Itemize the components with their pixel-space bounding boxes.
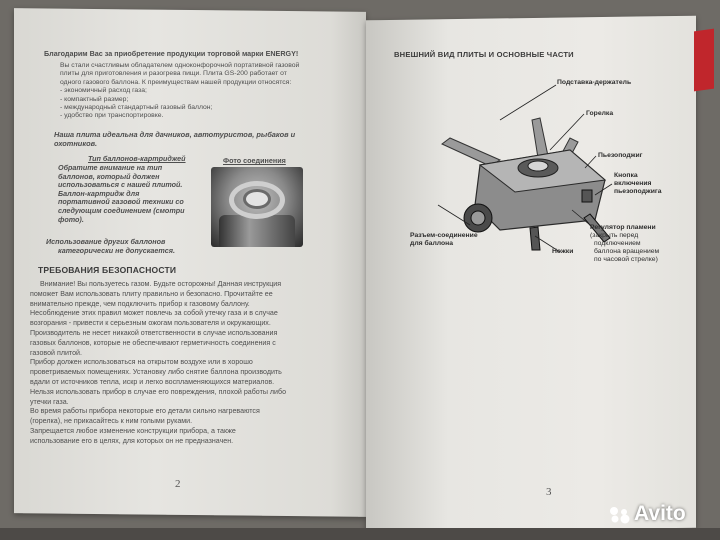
stand-arm-top — [532, 118, 548, 158]
avito-logo-icon — [608, 506, 632, 524]
label-stand: Подставка-держатель — [557, 79, 632, 86]
cartridge-heading: Тип баллонов-картриджей — [88, 154, 186, 163]
leg-front — [530, 227, 540, 250]
page-number-left: 2 — [175, 478, 181, 490]
label-button: Кнопка включения пьезоподжига — [614, 172, 662, 195]
other-cylinders-warning: Использование других баллонов категорически не допускается. — [46, 237, 175, 255]
safety-text: Внимание! Вы пользуетесь газом. Будьте осторожны! Данная инструкция поможет Вам использовать плиту правильно и безопасно. Прочитайте ее внимательно прежде, чем подключить прибор к газовому баллону. Несоблюдение этих правил может повлечь за собой утечку газа и в случае возгорания - привести к серьезным ожогам пользователя и окружающих. Производитель не несет никакой ответственности в случае использования газовых баллонов, которые не обеспечивают герметичность соединения с газовой плитой. Прибор должен использоваться на открытом воздухе или в хорошо проветриваемых помещениях. Установку либо снятие баллона производить вдали от источников тепла, искр и легко воспламеняющихся материалов. Нельзя использовать прибор в случае его повреждения, плохой работы либо утечки газа. Во время работы прибора некоторые его детали сильно нагреваются (горелка), не прикасайтесь к ним голыми руками. Запрещается любое изменение конструкции прибора, а также использование его в целях, для которых он не предназначен. — [30, 280, 287, 445]
stand-arm-left — [442, 138, 500, 166]
right-page — [366, 16, 696, 533]
audience-text: Наша плита идеальна для дачников, автотуристов, рыбаков и охотников. — [54, 130, 296, 148]
label-connector: Разъем-соединение для баллона — [410, 232, 478, 247]
label-burner: Горелка — [586, 110, 614, 117]
label-piezo: Пьезоподжиг — [598, 152, 643, 159]
table-edge — [0, 528, 720, 540]
piezo-button — [582, 190, 592, 202]
cartridge-text: Обратите внимание на тип баллонов, который должен использоваться с нашей плитой. Баллон-картридж для портативной газовой техники со следующим соединением (смотри фото). — [58, 163, 185, 224]
avito-watermark: Avito — [612, 502, 686, 526]
right-heading: ВНЕШНИЙ ВИД ПЛИТЫ И ОСНОВНЫЕ ЧАСТИ — [394, 50, 574, 59]
photo-caption: Фото соединения — [223, 156, 286, 165]
intro-paragraph: Вы стали счастливым обладателем одноконфорочной портативной газовой плиты для приготовления и разогрева пищи. Плита GS-200 работает от одного газового баллона. К преимуществам нашей продукции относятся: - экономичный расход газа; - компактный размер; - международный стандартный газовый баллон; - удобство при транспортировке. — [60, 62, 300, 120]
label-regulator: Регулятор пламени (закрыть перед подключением баллона вращением по часовой стрелке) — [590, 224, 660, 263]
safety-heading: ТРЕБОВАНИЯ БЕЗОПАСНОСТИ — [38, 265, 177, 275]
red-cover-edge — [694, 29, 714, 92]
connection-photo — [211, 167, 303, 247]
label-legs: Ножки — [552, 248, 574, 255]
intro-title: Благодарим Вас за приобретение продукции торговой марки ENERGY! — [44, 49, 299, 58]
page-number-right: 3 — [546, 486, 552, 498]
